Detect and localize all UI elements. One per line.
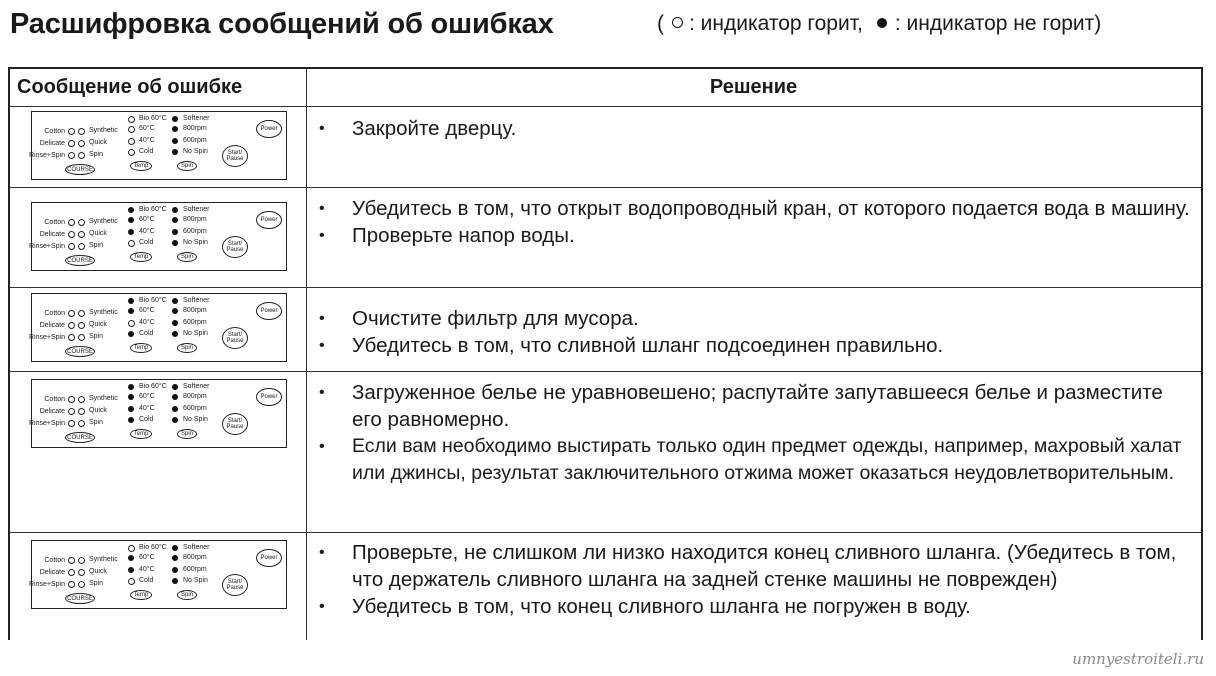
indicator-open-icon (68, 243, 75, 250)
indicator-open-icon (78, 396, 85, 403)
indicator-off-dot-icon (172, 138, 178, 144)
row-divider (10, 106, 1201, 107)
label-rpm800: 800rpm (183, 393, 207, 400)
indicator-off-dot-icon (128, 331, 134, 337)
indicator-off-dot-icon (172, 126, 178, 132)
indicator-open-icon (78, 310, 85, 317)
indicator-off-dot-icon (128, 229, 134, 235)
power-button-icon: Power (256, 211, 282, 229)
indicator-open-icon (68, 334, 75, 341)
label-nospin: No Spin (183, 577, 208, 584)
indicator-off-dot-icon (128, 207, 134, 213)
label-nospin: No Spin (183, 330, 208, 337)
indicator-open-icon (78, 152, 85, 159)
indicator-open-icon (68, 310, 75, 317)
indicator-open-icon (68, 557, 75, 564)
control-panel-diagram (31, 540, 287, 609)
indicator-open-icon (68, 420, 75, 427)
bullet-icon: • (319, 544, 325, 561)
label-synthetic: Synthetic (89, 218, 118, 225)
temp-button-icon: Temp (130, 252, 152, 262)
label-synthetic: Synthetic (89, 127, 118, 134)
start-pause-button-icon: Start/ Pause (222, 574, 248, 596)
page-title: Расшифровка сообщений об ошибках (10, 8, 554, 40)
indicator-open-icon (68, 140, 75, 147)
solution-text: Если вам необходимо выстирать только один предмет одежды, например, махровый халат или джинсы, результат заключительного отжима может оказаться неудовлетворительным. (352, 435, 1182, 484)
solution-item (308, 593, 1195, 620)
label-softener: Softener (183, 115, 210, 122)
course-button-icon: COURSE (65, 255, 95, 266)
label-delicate: Delicate (39, 140, 65, 147)
label-rpm600: 600rpm (183, 566, 207, 573)
indicator-legend (657, 12, 1101, 36)
indicator-off-dot-icon (128, 298, 134, 304)
indicator-open-icon (128, 578, 135, 585)
indicator-open-icon (78, 128, 85, 135)
control-panel-diagram (31, 111, 287, 180)
bullet-icon: • (319, 337, 325, 354)
indicator-open-icon (78, 420, 85, 427)
indicator-open-icon (68, 581, 75, 588)
control-panel-diagram (31, 379, 287, 448)
label-rpm800: 800rpm (183, 216, 207, 223)
solution-text: Закройте дверцу. (352, 117, 517, 140)
temp-button-icon: Temp (130, 429, 152, 439)
solution-text: Убедитесь в том, что сливной шланг подсоединен правильно. (352, 334, 944, 357)
bullet-icon: • (319, 310, 325, 327)
indicator-open-icon (78, 408, 85, 415)
indicator-open-icon (128, 116, 135, 123)
indicator-off-dot-icon (128, 555, 134, 561)
watermark: umnyestroiteli.ru (1072, 650, 1204, 668)
start-pause-button-icon: Start/ Pause (222, 327, 248, 349)
bullet-icon: • (319, 120, 325, 137)
course-button-icon: COURSE (65, 346, 95, 357)
course-button-icon: COURSE (65, 593, 95, 604)
indicator-off-dot-icon (128, 308, 134, 314)
indicator-off-dot-icon (172, 298, 178, 304)
label-softener: Softener (183, 383, 210, 390)
indicator-off-dot-icon (172, 567, 178, 573)
label-softener: Softener (183, 297, 210, 304)
label-nospin: No Spin (183, 239, 208, 246)
solution-item (308, 115, 1195, 142)
label-spin-option: Spin (89, 580, 104, 587)
indicator-open-icon (78, 219, 85, 226)
indicator-open-icon (128, 138, 135, 145)
solution-item (308, 305, 1195, 332)
indicator-open-icon (78, 569, 85, 576)
label-cold: Cold (139, 239, 154, 246)
label-cotton: Cotton (44, 219, 65, 226)
indicator-on-icon (672, 17, 683, 28)
power-button-icon: Power (256, 388, 282, 406)
spin-button-icon: Spin (177, 161, 197, 171)
label-delicate: Delicate (39, 231, 65, 238)
indicator-off-dot-icon (172, 545, 178, 551)
start-pause-button-icon: Start/ Pause (222, 236, 248, 258)
label-spin-option: Spin (89, 242, 104, 249)
legend-on-text: : индикатор горит, (689, 12, 863, 35)
indicator-off-dot-icon (172, 331, 178, 337)
label-rpm600: 600rpm (183, 228, 207, 235)
indicator-off-dot-icon (172, 384, 178, 390)
label-spin-option: Spin (89, 419, 104, 426)
power-button-icon: Power (256, 302, 282, 320)
label-rpm800: 800rpm (183, 554, 207, 561)
indicator-off-dot-icon (172, 217, 178, 223)
indicator-off-dot-icon (128, 417, 134, 423)
indicator-off-dot-icon (172, 320, 178, 326)
solution-cell (308, 379, 1195, 487)
label-c60: 60°C (139, 393, 155, 400)
indicator-open-icon (128, 149, 135, 156)
legend-paren: ( (657, 12, 664, 35)
label-bio: Bio 60°C (139, 383, 167, 390)
label-rinse-spin: Rinse+Spin (29, 243, 65, 250)
solution-item (308, 379, 1195, 433)
label-c40: 40°C (139, 566, 155, 573)
label-c40: 40°C (139, 405, 155, 412)
label-cold: Cold (139, 577, 154, 584)
label-quick: Quick (89, 321, 107, 328)
indicator-off-icon (877, 18, 887, 28)
indicator-off-dot-icon (128, 394, 134, 400)
indicator-open-icon (128, 240, 135, 247)
label-c60: 60°C (139, 125, 155, 132)
bullet-icon: • (319, 598, 325, 615)
control-panel-diagram (31, 202, 287, 271)
indicator-open-icon (78, 581, 85, 588)
indicator-open-icon (68, 396, 75, 403)
indicator-off-dot-icon (172, 116, 178, 122)
label-quick: Quick (89, 230, 107, 237)
indicator-open-icon (78, 231, 85, 238)
bullet-icon: • (319, 200, 325, 217)
indicator-open-icon (128, 320, 135, 327)
label-quick: Quick (89, 568, 107, 575)
course-button-icon: COURSE (65, 164, 95, 175)
label-cold: Cold (139, 330, 154, 337)
solution-text: Загруженное белье не уравновешено; распутайте запутавшееся белье и разместите его равномерно. (352, 381, 1163, 431)
column-divider (306, 69, 307, 640)
label-c40: 40°C (139, 228, 155, 235)
indicator-open-icon (68, 231, 75, 238)
bullet-icon: • (319, 438, 325, 455)
label-c60: 60°C (139, 307, 155, 314)
indicator-off-dot-icon (172, 207, 178, 213)
solution-text: Убедитесь в том, что открыт водопроводный кран, от которого подается вода в машину. (352, 197, 1190, 220)
label-nospin: No Spin (183, 148, 208, 155)
indicator-open-icon (78, 334, 85, 341)
label-spin-option: Spin (89, 151, 104, 158)
legend-off-text: : индикатор не горит) (894, 12, 1102, 35)
start-pause-button-icon: Start/ Pause (222, 413, 248, 435)
spin-button-icon: Spin (177, 343, 197, 353)
row-divider (10, 287, 1201, 288)
label-quick: Quick (89, 139, 107, 146)
indicator-open-icon (128, 545, 135, 552)
temp-button-icon: Temp (130, 590, 152, 600)
indicator-open-icon (68, 128, 75, 135)
label-rpm800: 800rpm (183, 125, 207, 132)
label-rpm800: 800rpm (183, 307, 207, 314)
solution-text: Убедитесь в том, что конец сливного шланга не погружен в воду. (352, 595, 971, 618)
label-delicate: Delicate (39, 322, 65, 329)
label-cold: Cold (139, 148, 154, 155)
solution-cell (308, 305, 1195, 359)
indicator-off-dot-icon (172, 578, 178, 584)
label-bio: Bio 60°C (139, 297, 167, 304)
label-cotton: Cotton (44, 128, 65, 135)
spin-button-icon: Spin (177, 590, 197, 600)
solution-text: Очистите фильтр для мусора. (352, 307, 639, 330)
control-panel-diagram (31, 293, 287, 362)
label-bio: Bio 60°C (139, 115, 167, 122)
start-pause-button-icon: Start/ Pause (222, 145, 248, 167)
indicator-off-dot-icon (172, 417, 178, 423)
indicator-open-icon (78, 140, 85, 147)
solution-cell (308, 115, 1195, 142)
solution-item (308, 332, 1195, 359)
temp-button-icon: Temp (130, 343, 152, 353)
indicator-off-dot-icon (172, 229, 178, 235)
solution-item (308, 195, 1195, 222)
indicator-open-icon (78, 322, 85, 329)
indicator-off-dot-icon (172, 149, 178, 155)
row-divider (10, 532, 1201, 533)
label-bio: Bio 60°C (139, 544, 167, 551)
indicator-open-icon (68, 152, 75, 159)
indicator-open-icon (128, 126, 135, 133)
label-cotton: Cotton (44, 557, 65, 564)
solution-text: Проверьте, не слишком ли низко находится конец сливного шланга. (Убедитесь в том, что держатель сливного шланга на задней стенке машины не поврежден) (352, 541, 1177, 591)
label-c40: 40°C (139, 319, 155, 326)
row-divider (10, 187, 1201, 188)
label-softener: Softener (183, 206, 210, 213)
label-synthetic: Synthetic (89, 395, 118, 402)
indicator-open-icon (68, 408, 75, 415)
solution-item (308, 222, 1195, 249)
indicator-open-icon (68, 569, 75, 576)
label-nospin: No Spin (183, 416, 208, 423)
label-rinse-spin: Rinse+Spin (29, 420, 65, 427)
label-synthetic: Synthetic (89, 556, 118, 563)
solution-item (308, 433, 1195, 487)
indicator-off-dot-icon (128, 567, 134, 573)
label-spin-option: Spin (89, 333, 104, 340)
label-rpm600: 600rpm (183, 405, 207, 412)
label-c60: 60°C (139, 216, 155, 223)
solution-cell (308, 195, 1195, 249)
indicator-off-dot-icon (172, 394, 178, 400)
label-synthetic: Synthetic (89, 309, 118, 316)
spin-button-icon: Spin (177, 429, 197, 439)
label-delicate: Delicate (39, 408, 65, 415)
indicator-off-dot-icon (172, 406, 178, 412)
indicator-off-dot-icon (128, 217, 134, 223)
spin-button-icon: Spin (177, 252, 197, 262)
indicator-off-dot-icon (172, 555, 178, 561)
indicator-off-dot-icon (172, 240, 178, 246)
label-quick: Quick (89, 407, 107, 414)
label-cotton: Cotton (44, 396, 65, 403)
solution-text: Проверьте напор воды. (352, 224, 575, 247)
indicator-open-icon (78, 243, 85, 250)
solution-cell (308, 539, 1195, 620)
column-header-solution: Решение (709, 76, 798, 98)
solution-item (308, 539, 1195, 593)
bullet-icon: • (319, 384, 325, 401)
indicator-open-icon (68, 219, 75, 226)
indicator-off-dot-icon (128, 406, 134, 412)
error-table (8, 67, 1203, 640)
temp-button-icon: Temp (130, 161, 152, 171)
label-delicate: Delicate (39, 569, 65, 576)
power-button-icon: Power (256, 549, 282, 567)
label-cotton: Cotton (44, 310, 65, 317)
indicator-open-icon (78, 557, 85, 564)
indicator-off-dot-icon (128, 384, 134, 390)
indicator-open-icon (68, 322, 75, 329)
label-rinse-spin: Rinse+Spin (29, 334, 65, 341)
power-button-icon: Power (256, 120, 282, 138)
label-bio: Bio 60°C (139, 206, 167, 213)
label-rinse-spin: Rinse+Spin (29, 152, 65, 159)
label-softener: Softener (183, 544, 210, 551)
label-rpm600: 600rpm (183, 137, 207, 144)
label-rpm600: 600rpm (183, 319, 207, 326)
row-divider (10, 371, 1201, 372)
bullet-icon: • (319, 227, 325, 244)
label-rinse-spin: Rinse+Spin (29, 581, 65, 588)
label-cold: Cold (139, 416, 154, 423)
label-c40: 40°C (139, 137, 155, 144)
indicator-off-dot-icon (172, 308, 178, 314)
label-c60: 60°C (139, 554, 155, 561)
course-button-icon: COURSE (65, 432, 95, 443)
column-header-error: Сообщение об ошибке (17, 76, 243, 98)
